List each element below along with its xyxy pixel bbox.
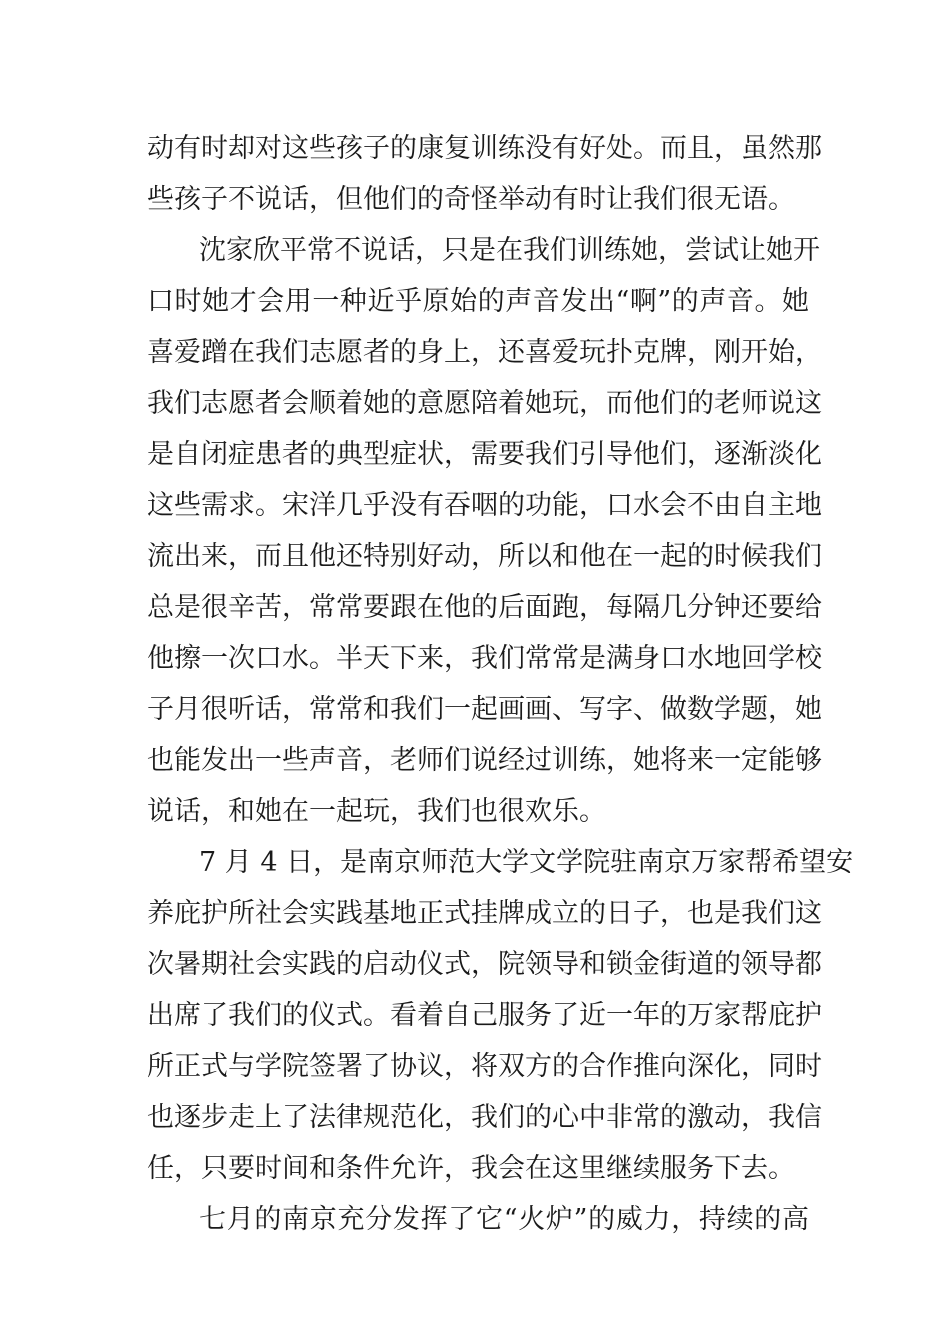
text-line: 我们志愿者会顺着她的意愿陪着她玩，而他们的老师说这	[147, 388, 822, 419]
text-line: 他擦一次口水。半天下来，我们常常是满身口水地回学校	[147, 643, 822, 674]
text-line: 出席了我们的仪式。看着自己服务了近一年的万家帮庇护	[147, 1000, 822, 1031]
text-line: 是自闭症患者的典型症状，需要我们引导他们，逐渐淡化	[147, 439, 822, 470]
text-line: 所正式与学院签署了协议，将双方的合作推向深化，同时	[147, 1051, 822, 1082]
text-line: 这些需求。宋洋几乎没有吞咽的功能，口水会不由自主地	[147, 490, 822, 521]
text-line: 动有时却对这些孩子的康复训练没有好处。而且，虽然那	[147, 133, 822, 164]
text-line: 也逐步走上了法律规范化，我们的心中非常的激动，我信	[147, 1102, 822, 1133]
text-line: 子月很听话，常常和我们一起画画、写字、做数学题，她	[147, 694, 822, 725]
paragraph-first-line: 七月的南京充分发挥了它“火炉”的威力，持续的高	[199, 1204, 809, 1235]
text-line: 口时她才会用一种近乎原始的声音发出“啊”的声音。她	[147, 286, 809, 317]
text-line: 喜爱蹭在我们志愿者的身上，还喜爱玩扑克牌，刚开始，	[147, 337, 822, 368]
text-line: 些孩子不说话，但他们的奇怪举动有时让我们很无语。	[147, 184, 795, 215]
text-line: 说话，和她在一起玩，我们也很欢乐。	[147, 796, 606, 827]
paragraph-first-line: 沈家欣平常不说话，只是在我们训练她，尝试让她开	[199, 235, 820, 266]
text-line: 也能发出一些声音，老师们说经过训练，她将来一定能够	[147, 745, 822, 776]
text-line: 流出来，而且他还特别好动，所以和他在一起的时候我们	[147, 541, 822, 572]
text-line: 养庇护所社会实践基地正式挂牌成立的日子，也是我们这	[147, 898, 822, 929]
text-line: 总是很辛苦，常常要跟在他的后面跑，每隔几分钟还要给	[147, 592, 822, 623]
paragraph-first-line: 7 月 4 日，是南京师范大学文学院驻南京万家帮希望安	[199, 847, 854, 878]
text-line: 任，只要时间和条件允许，我会在这里继续服务下去。	[147, 1153, 795, 1184]
text-line: 次暑期社会实践的启动仪式，院领导和锁金街道的领导都	[147, 949, 822, 980]
